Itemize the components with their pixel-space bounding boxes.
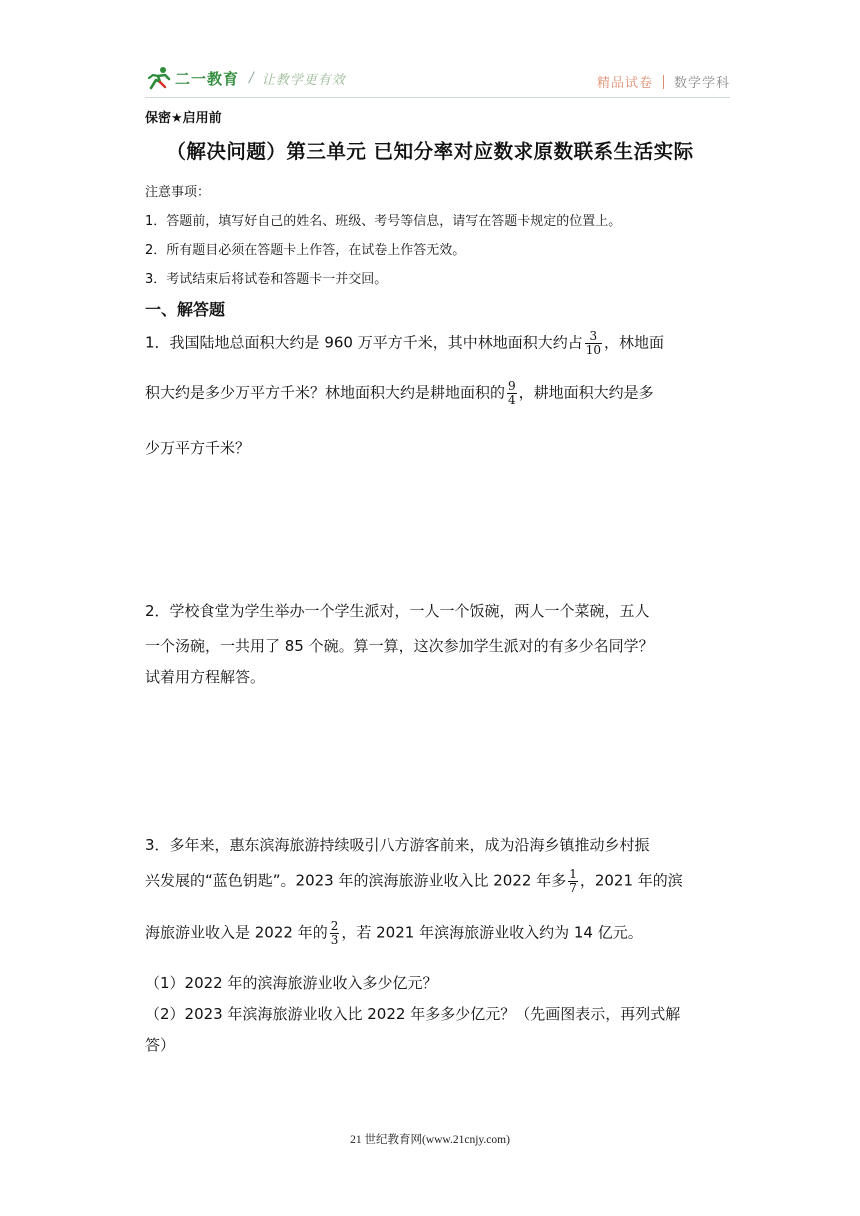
question-3-line-3: [145, 920, 643, 946]
page-header: [145, 64, 730, 96]
running-person-icon: [145, 66, 173, 90]
header-subject: [597, 72, 730, 91]
fraction-numerator: 9: [508, 379, 516, 393]
section-title: 一、解答题: [145, 300, 226, 319]
fraction-numerator: 3: [589, 329, 598, 343]
q3-text: ，2021 年的滨: [579, 871, 683, 890]
header-divider: [663, 75, 664, 89]
question-3-line-1: 3．多年来，惠东滨海旅游持续吸引八方游客前来，成为沿海乡镇推动乡村振: [145, 836, 650, 854]
fraction-denominator: 7: [569, 880, 577, 895]
question-3-sub-1: （1）2022 年的滨海旅游业收入多少亿元？: [145, 974, 438, 992]
note-item: 1．答题前，填写好自己的姓名、班级、考号等信息，请写在答题卡规定的位置上。: [145, 214, 622, 229]
question-2-line-2: 一个汤碗，一共用了 85 个碗。算一算，这次参加学生派对的有多少名同学？: [145, 637, 654, 655]
page-title: （解决问题）第三单元 已知分率对应数求原数联系生活实际: [166, 140, 694, 163]
question-3-sub-2-line-2: 答）: [145, 1036, 176, 1054]
fraction-denominator: 3: [330, 932, 339, 947]
q1-text: 积大约是多少万平方千米？林地面积大约是耕地面积的: [145, 383, 506, 402]
q1-text: 1．我国陆地总面积大约是 960 万平方千米，其中林地面积大约占: [145, 333, 583, 352]
note-item: 2．所有题目必须在答题卡上作答，在试卷上作答无效。: [145, 243, 466, 258]
q3-text: 海旅游业收入是 2022 年的: [145, 923, 328, 942]
fraction: [585, 330, 602, 356]
logo-slogan: 让教学更有效: [261, 72, 346, 88]
fraction: [507, 380, 517, 406]
fraction-denominator: 10: [585, 342, 601, 357]
fraction-numerator: 1: [569, 867, 577, 881]
question-2-line-1: 2．学校食堂为学生举办一个学生派对，一人一个饭碗，两人一个菜碗，五人: [145, 602, 650, 620]
logo: [145, 66, 346, 90]
fraction-denominator: 4: [508, 392, 516, 407]
question-1-line-3: 少万平方千米？: [145, 439, 251, 457]
header-rule: [145, 97, 730, 98]
q1-text: ，耕地面积大约是多: [518, 383, 654, 402]
logo-name: 二一教育: [175, 69, 240, 88]
fraction: [568, 868, 578, 894]
question-2-line-3: 试着用方程解答。: [145, 668, 266, 686]
fraction-numerator: 2: [330, 919, 339, 933]
question-1-line-2: [145, 380, 654, 406]
secret-label: 保密★启用前: [145, 111, 222, 126]
question-3-line-2: [145, 868, 683, 894]
question-1-line-1: [145, 330, 664, 356]
note-item: 3．考试结束后将试卷和答题卡一并交回。: [145, 272, 388, 287]
question-3-sub-2-line-1: （2）2023 年滨海旅游业收入比 2022 年多多少亿元？（先画图表示，再列式解: [145, 1005, 681, 1023]
q1-text: ，林地面: [604, 333, 665, 352]
header-label-exam: 精品试卷: [596, 76, 653, 91]
q3-text: ，若 2021 年滨海旅游业收入约为 14 亿元。: [341, 923, 643, 942]
logo-separator: /: [249, 70, 254, 86]
notes-heading: 注意事项：: [145, 185, 211, 200]
header-label-subject: 数学学科: [673, 76, 730, 91]
fraction: [330, 920, 340, 946]
q3-text: 兴发展的“蓝色钥匙”。2023 年的滨海旅游业收入比 2022 年多: [145, 871, 567, 890]
page-footer: 21 世纪教育网(www.21cnjy.com): [350, 1134, 510, 1146]
